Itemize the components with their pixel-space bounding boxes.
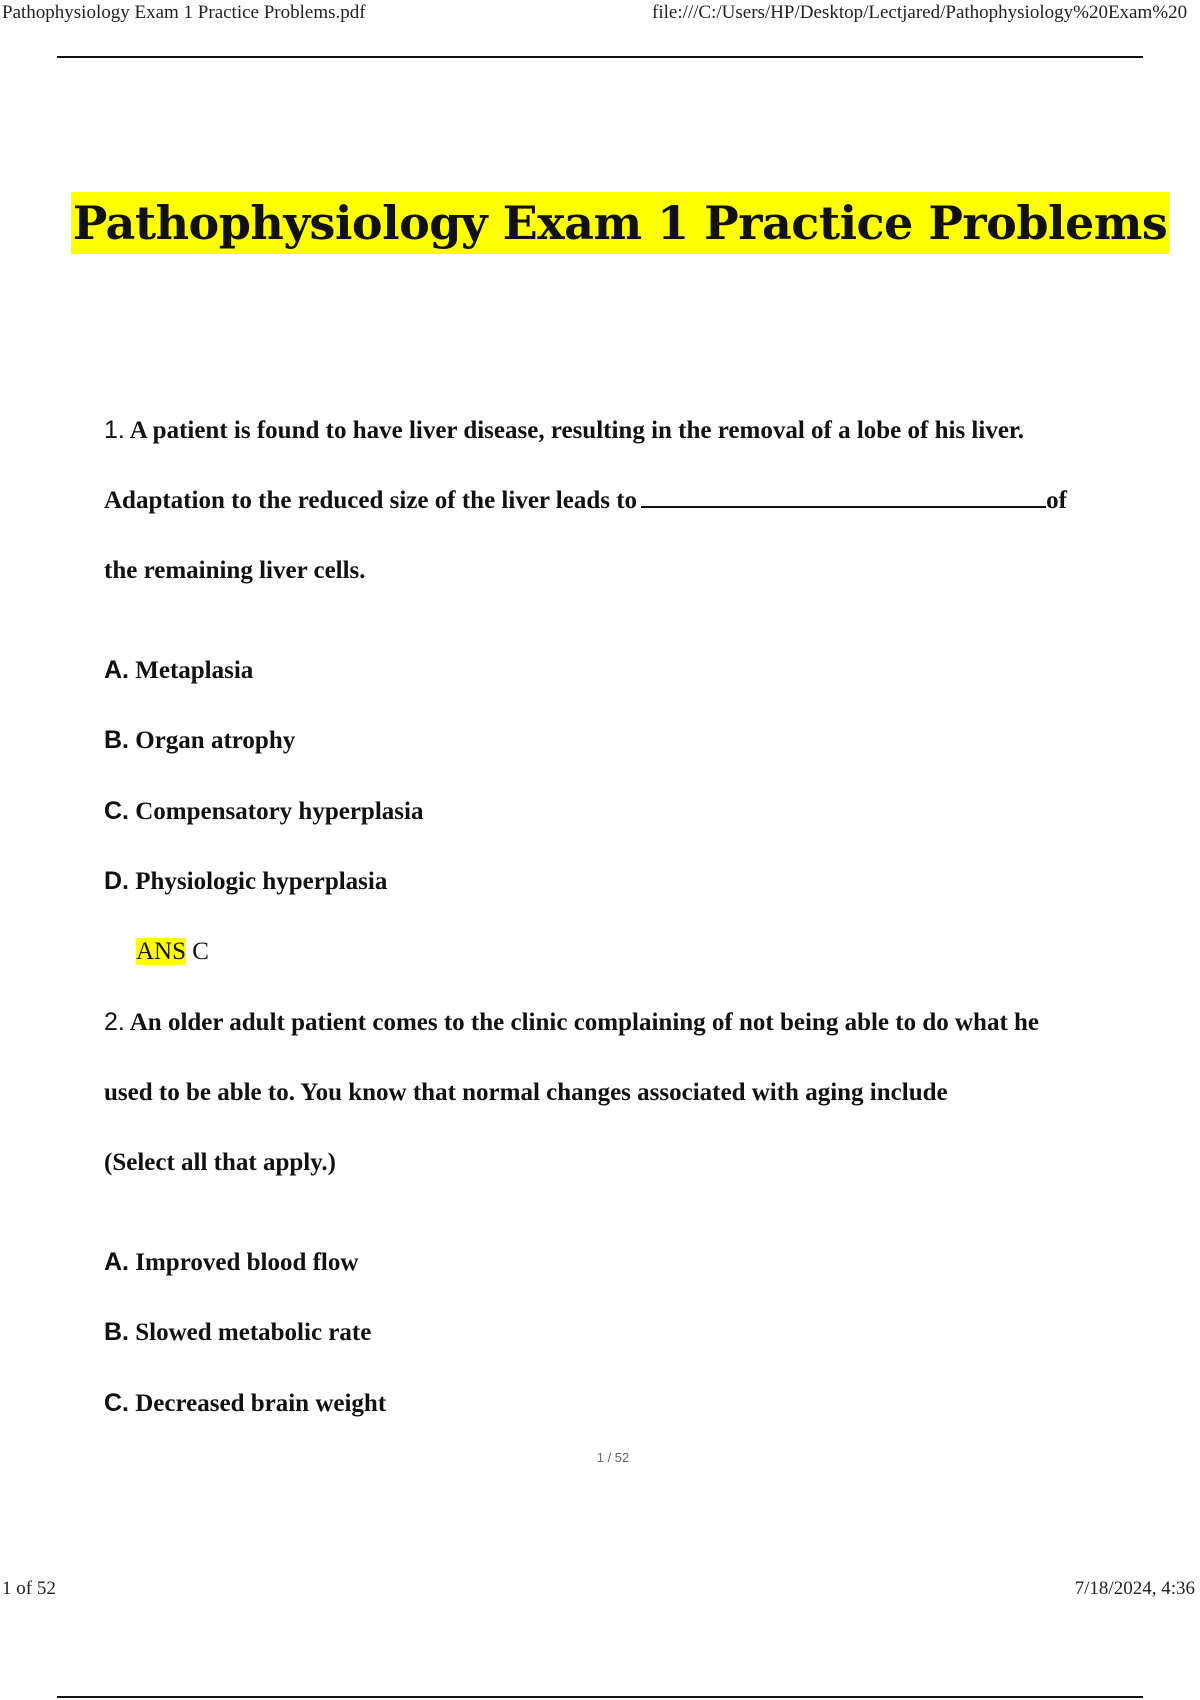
question-1-option-b: [104, 715, 1154, 786]
page-number: 1 / 52: [596, 1450, 630, 1465]
option-text: Compensatory hyperplasia: [135, 797, 424, 825]
question-2-text-3: (Select all that apply.): [104, 1149, 336, 1176]
page-title-text: Pathophysiology Exam 1 Practice Problems: [71, 192, 1170, 254]
answer-blank: [641, 476, 1046, 508]
header-divider: [57, 56, 1143, 58]
print-date: 7/18/2024, 4:36: [1074, 1578, 1195, 1599]
option-text: Organ atrophy: [135, 727, 296, 754]
question-list: [104, 405, 1154, 1448]
question-1-option-a: [104, 645, 1154, 716]
option-text: Improved blood flow: [135, 1248, 359, 1276]
page-count: 1 of 52: [2, 1578, 56, 1599]
page-title: [0, 196, 1200, 250]
question-1-number: 1.: [104, 416, 125, 444]
question-1-text-3: of: [1046, 486, 1067, 514]
answer-value: C: [192, 937, 209, 965]
option-letter: C.: [104, 1388, 129, 1417]
question-1-line-1: [104, 405, 1154, 476]
question-2-line-3: [104, 1138, 1154, 1209]
question-1-line-3: [104, 546, 1154, 617]
question-1-text-4: the remaining liver cells.: [104, 557, 366, 584]
question-2-option-a: [104, 1237, 1154, 1308]
document-name: Pathophysiology Exam 1 Practice Problems.pdf: [2, 2, 366, 23]
question-1-option-d: [104, 856, 1154, 927]
option-text: Physiologic hyperplasia: [135, 868, 388, 895]
option-letter: C.: [104, 796, 129, 825]
question-2-line-2: [104, 1068, 1154, 1139]
option-letter: B.: [104, 726, 129, 754]
question-2-text-1: An older adult patient comes to the clinic complaining of not being able to do what he: [129, 1009, 1040, 1036]
option-letter: A.: [104, 1247, 129, 1276]
question-2-option-c: [104, 1378, 1154, 1449]
option-letter: B.: [104, 1318, 129, 1346]
option-text: Slowed metabolic rate: [135, 1319, 372, 1346]
question-2-number: 2.: [104, 1008, 125, 1036]
footer-divider: [57, 1696, 1143, 1698]
answer-label: ANS: [136, 937, 187, 965]
question-2-text-2: used to be able to. You know that normal changes associated with aging include: [104, 1078, 948, 1106]
option-text: Metaplasia: [135, 656, 254, 684]
question-1-option-c: [104, 786, 1154, 857]
question-2-line-1: [104, 997, 1154, 1068]
document-url: file:///C:/Users/HP/Desktop/Lectjared/Pathophysiology%20Exam%20: [652, 2, 1188, 23]
option-text: Decreased brain weight: [135, 1389, 387, 1417]
question-1-line-2: [104, 476, 1154, 547]
question-1-text-2: Adaptation to the reduced size of the liver leads to: [104, 486, 638, 514]
question-2-option-b: [104, 1307, 1154, 1378]
question-1-text-1: A patient is found to have liver disease, resulting in the removal of a lobe of his liver.: [129, 417, 1024, 444]
option-letter: D.: [104, 867, 129, 895]
option-letter: A.: [104, 655, 129, 684]
print-header: [0, 2, 1200, 26]
question-1-answer: [104, 927, 1154, 998]
